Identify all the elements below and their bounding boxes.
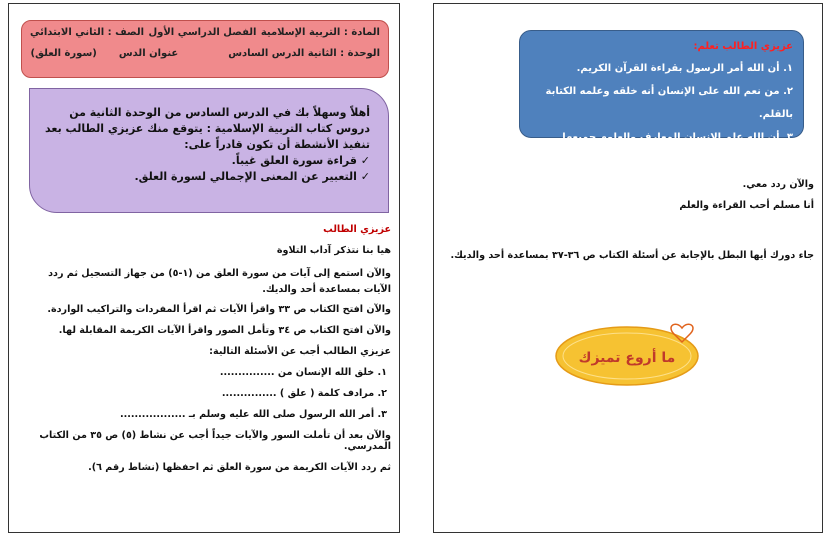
question-2: ٢. مرادف كلمة ( علق ) ............... — [221, 388, 387, 399]
content-line-2: والآن استمع إلى آيات من سورة العلق من (١-٥) من جهاز التسجيل ثم ردد الآيات بمساعدة أحد والديك. — [48, 268, 391, 295]
goal-item-1: ✓ قراءة سورة العلق غيباً. — [231, 154, 370, 167]
homework-section — [444, 250, 814, 261]
check-icon: ✓ — [356, 170, 370, 183]
check-icon: ✓ — [356, 154, 370, 167]
welcome-text: أهلاً وسهلاً بك في الدرس السادس من الوحدة الثانية من دروس كتاب التربية الإسلامية : يتوقع منك عزيزي الطالب بعد تنفيذ الأنشطة أن تكون قادراً على: — [45, 106, 370, 151]
lesson-title-label: عنوان الدس — [118, 48, 179, 59]
lesson-name-label: (سورة العلق) — [30, 48, 97, 59]
content-line-7: ثم ردد الآيات الكريمة من سورة العلق ثم احفظها (نشاط رقم ٦). — [88, 462, 391, 473]
content-line-4: والآن افتح الكتاب ص ٣٤ وتأمل الصور واقرأ الآيات الكريمة المقابلة لها. — [58, 325, 391, 336]
left-page — [8, 3, 400, 533]
repeat-line: أنا مسلم أحب القراءة والعلم — [679, 200, 814, 211]
intro-box — [29, 88, 389, 213]
subject-label: المادة : التربية الإسلامية — [260, 27, 380, 38]
repeat-section — [444, 179, 814, 211]
content-line-3: والآن افتح الكتاب ص ٣٣ واقرأ الآيات ثم اقرأ المفردات والتراكيب الواردة. — [47, 304, 391, 315]
grade-label: الصف : الثاني الابتدائي — [30, 27, 145, 38]
praise-badge-graphic — [554, 320, 704, 388]
learned-box — [519, 30, 804, 143]
learned-item-1: ١. أن الله أمر الرسول بقراءة القرآن الكريم. — [576, 63, 793, 74]
praise-badge — [554, 320, 704, 388]
badge-text: ما أروع تميزك — [578, 350, 676, 366]
content-line-1: هيا بنا نتذكر آداب التلاوة — [276, 245, 391, 256]
content-line-6: والآن بعد أن تأملت السور والآيات جيداً أجب عن نشاط (٥) ص ٣٥ من الكتاب المدرسي. — [39, 430, 391, 452]
learned-item-2: ٢. من نعم الله على الإنسان أنه خلقه وعلمه الكتابة بالقلم. — [545, 86, 793, 120]
greeting-heading: عزيزي الطالب — [323, 224, 391, 235]
question-3: ٣. أمر الله الرسول صلى الله عليه وسلم بـ .................. — [119, 409, 387, 420]
question-1: ١. خلق الله الإنسان من ............... — [219, 367, 387, 378]
lesson-content — [21, 224, 391, 473]
repeat-intro: والآن ردد معي. — [742, 179, 814, 190]
homework-text: جاء دورك أيها البطل بالإجابة عن أسئلة الكتاب ص ٣٦-٣٧ بمساعدة أحد والديك. — [450, 250, 814, 261]
learned-title: عزيزي الطالب تعلم: — [693, 41, 793, 52]
goal-item-2: ✓ التعبير عن المعنى الإجمالي لسورة العلق. — [134, 170, 370, 183]
right-page — [433, 3, 823, 533]
learned-item-3: ٣. أن الله علم الإنسان المعارف والعلوم جميعها. — [558, 132, 793, 143]
lesson-header-box — [21, 20, 389, 78]
semester-label: الفصل الدراسي الأول — [148, 27, 257, 38]
content-line-5: عزيزي الطالب أجب عن الأسئلة التالية: — [209, 346, 391, 357]
unit-label: الوحدة : الثانية الدرس السادس — [228, 48, 380, 59]
